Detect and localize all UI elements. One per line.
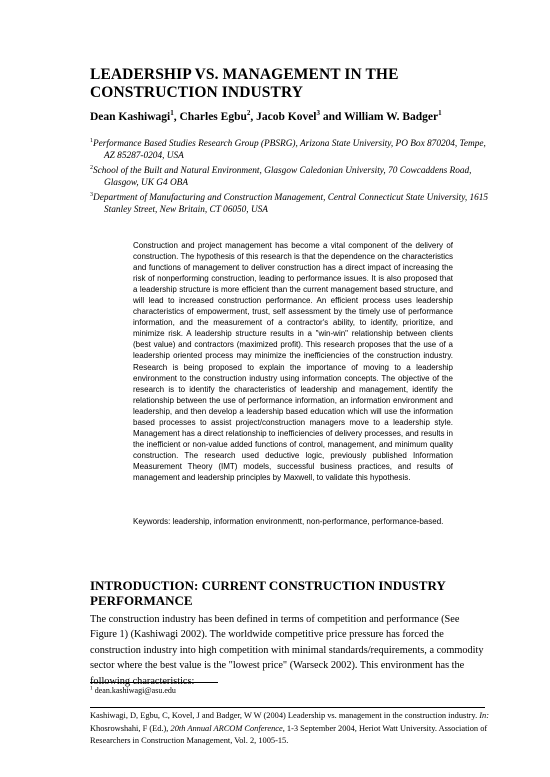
affiliation-text: Performance Based Studies Research Group (PBSRG), Arizona State University, PO Box 870204, Tempe, AZ 85287-0204, USA [93, 139, 486, 161]
affiliation-text: Department of Manufacturing and Construction Management, Central Connecticut State University, 1615 Stanley Street, New Britain, CT 06050, USA [93, 193, 489, 215]
footnote [90, 686, 470, 696]
author-name: Charles Egbu [179, 111, 247, 123]
affiliation-text: School of the Built and Natural Environment, Glasgow Caledonian University, 70 Cowcaddens Road, Glasgow, UK G4 OBA [93, 166, 472, 188]
keywords: Keywords: leadership, information environmentt, non-performance, performance-based. [133, 517, 444, 526]
citation-conference: 20th Annual ARCOM Conference [170, 723, 283, 733]
footnote-mark: 1 [90, 685, 93, 692]
affiliation [90, 139, 490, 162]
author-name: Dean Kashiwagi [90, 111, 171, 123]
affiliation-list [90, 139, 490, 220]
affiliation [90, 166, 490, 189]
citation [90, 710, 490, 748]
footnote-email: dean.kashiwagi@asu.edu [94, 686, 176, 695]
paper-title: LEADERSHIP VS. MANAGEMENT IN THE CONSTRUCTION INDUSTRY [90, 66, 399, 101]
affiliation [90, 193, 490, 216]
author-name: Jacob Kovel [256, 111, 317, 123]
author-name: William W. Badger [344, 111, 439, 123]
author-affil-mark: 1 [438, 109, 442, 118]
footnote-divider [90, 682, 218, 683]
affiliation-mark: 2 [90, 164, 93, 171]
citation-details: , 1-3 September 2004, Heriot Watt University. Association of Researchers in Construction Management, Vol. 2, 1005-15. [90, 723, 488, 746]
author-list: Dean Kashiwagi$^1$, Charles Egbu$^2$, Jacob Kovel$^3$ and William W. Badger$^1$ [90, 109, 442, 123]
abstract: Construction and project management has become a vital component of the delivery of construction. The hypothesis of this research is that the dependence on the characteristics and functions of management to deliver construction has a direct impact of increasing the risk of nonperforming construction, leading to performance issues. It is also proposed that a leadership structure is more efficient than the current management based structure, and will lead to increased construction performance. An efficient process uses leadership characteristics of empowerment, trust, self assessment by the timely use of performance information, and the measurement of a contractor's ability, to identify, prioritize, and minimize risk. A leadership structure results in a "win-win" relationship between clients (best value) and contractors (maximized profit). This research proposes that the use of a leadership oriented process may minimize the inefficiencies of the construction industry. Research is being proposed to explain the importance of moving to a leadership environment to the construction industry using information concepts. The objective of the research is to identify the characteristics of leadership and management, identify the relationship between the use of performance information, an information environment and leadership, and then develop a leadership based education which will use the information based processes to assist project/construction managers move to a leadership style. Management has a direct relationship to inefficiencies of delivery processes, and results in the inefficient or non-value added functions of control, management, and minimum quality construction. The research used deductive logic, previously published Information Measurement Theory (IMT) models, successful business practices, and results of management and leadership principles by Maxwell, to validate this hypothesis. [133, 241, 453, 482]
citation-divider [90, 707, 485, 708]
author-affil-mark: 3 [316, 109, 320, 118]
section-heading: INTRODUCTION: CURRENT CONSTRUCTION INDUSTRY PERFORMANCE [90, 578, 446, 608]
author-affil-mark: 1 [170, 109, 174, 118]
citation-editor: Khosrowshahi, F (Ed.), [90, 723, 171, 733]
author-affil-mark: 2 [246, 109, 251, 118]
citation-in-label: In: [479, 711, 490, 720]
citation-authors: Kashiwagi, D, Egbu, C, Kovel, J and Badger, W W (2004) Leadership vs. management in the construction industry. [90, 711, 480, 720]
affiliation-mark: 1 [90, 137, 93, 144]
affiliation-mark: 3 [90, 191, 93, 198]
intro-paragraph: The construction industry has been defined in terms of competition and performance (See Figure 1) (Kashiwagi 2002). The worldwide competitive price pressure has forced the construction industry into high competition with minimal standards/requirements, a commodity sector where the best value is the "lowest price" (Warseck 2002). This environment has the following characteristics: [90, 614, 484, 687]
